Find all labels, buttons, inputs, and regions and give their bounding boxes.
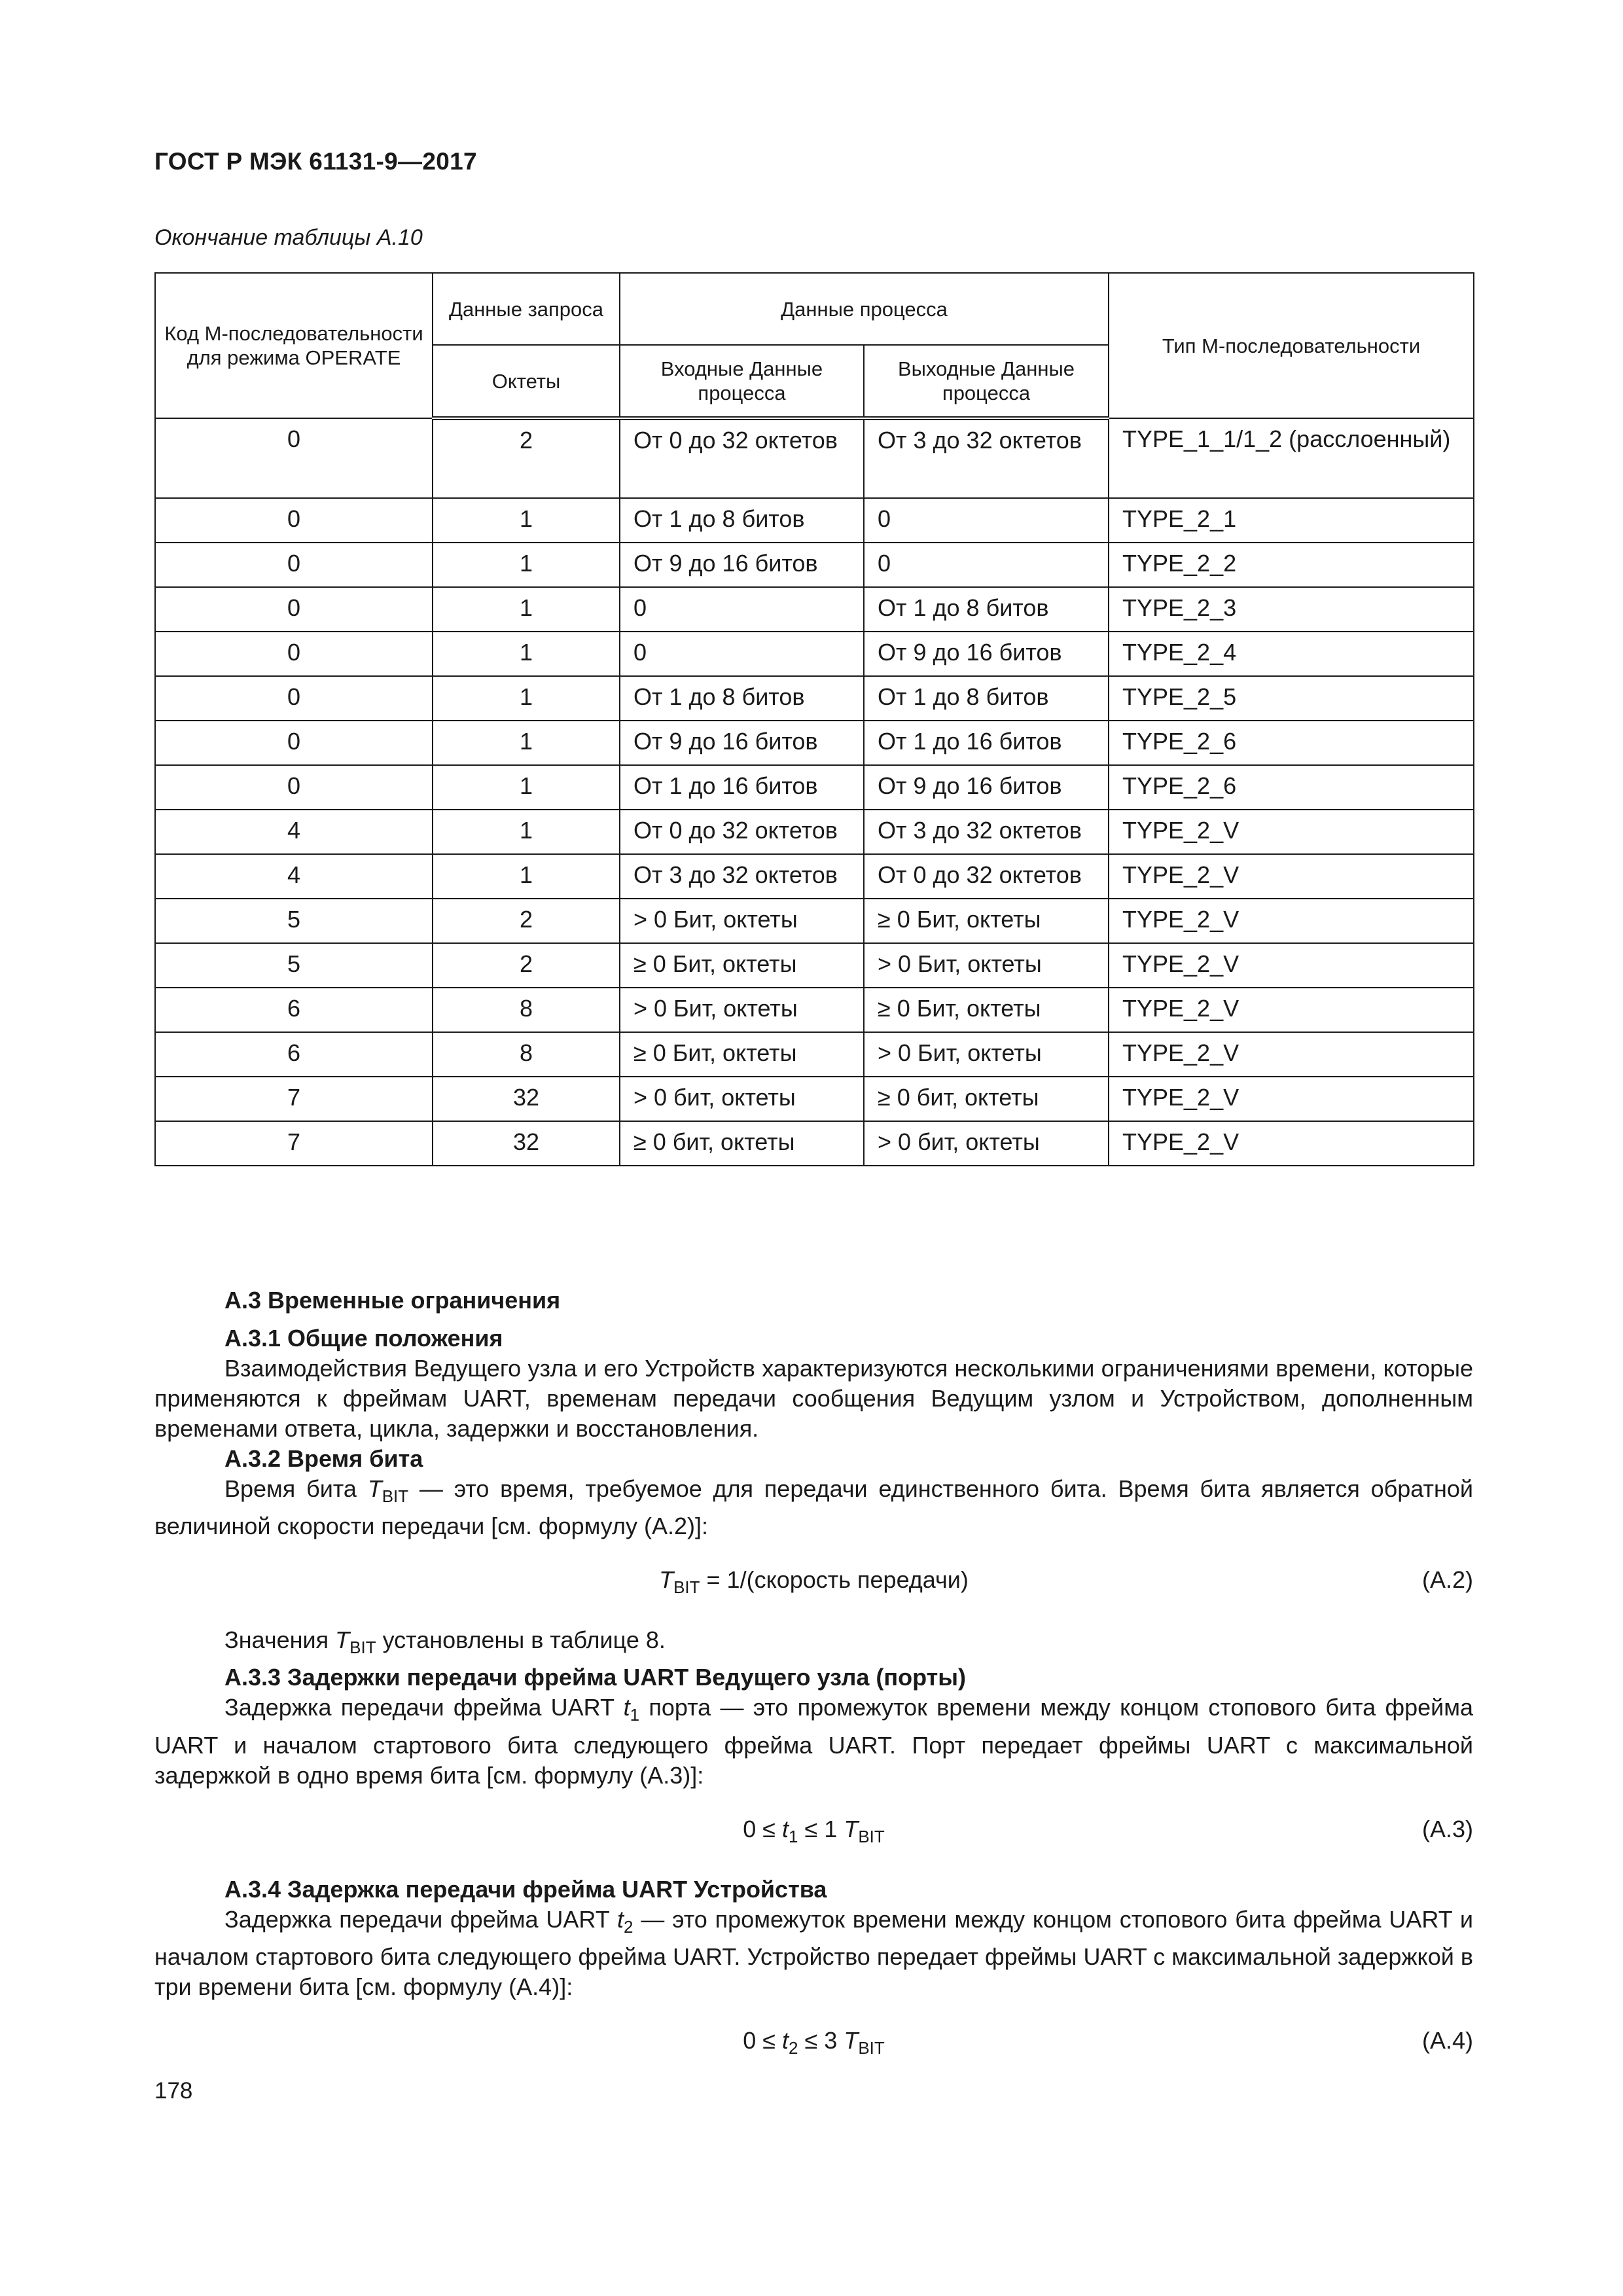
header-output-data: Выходные Данные процесса [864, 345, 1109, 418]
table-caption: Окончание таблицы А.10 [154, 225, 423, 250]
table-row [155, 1077, 1474, 1121]
cell-type: TYPE_2_6 [1109, 721, 1474, 765]
cell-code: 4 [155, 810, 433, 854]
cell-octets: 1 [433, 543, 620, 587]
cell-code: 0 [155, 418, 433, 498]
cell-type: TYPE_2_V [1109, 988, 1474, 1032]
formula-text: ≤ 1 [798, 1815, 844, 1842]
symbol-t-bit: T [659, 1566, 674, 1594]
cell-octets: 32 [433, 1077, 620, 1121]
cell-input: > 0 Бит, октеты [620, 988, 864, 1032]
formula-text: 0 ≤ [743, 1815, 783, 1842]
table-row [155, 988, 1474, 1032]
table-row [155, 1032, 1474, 1077]
subscript-bit: BIT [858, 1826, 885, 1846]
cell-input: > 0 бит, октеты [620, 1077, 864, 1121]
cell-input: ≥ 0 Бит, октеты [620, 1032, 864, 1077]
cell-type: TYPE_2_V [1109, 1077, 1474, 1121]
cell-input: От 0 до 32 октетов [620, 418, 864, 498]
cell-input: ≥ 0 бит, октеты [620, 1121, 864, 1166]
cell-input: От 3 до 32 октетов [620, 854, 864, 899]
cell-octets: 2 [433, 418, 620, 498]
table-row [155, 543, 1474, 587]
subscript-2: 2 [623, 1916, 633, 1937]
cell-output: 0 [864, 498, 1109, 543]
table-row [155, 854, 1474, 899]
cell-octets: 1 [433, 854, 620, 899]
text-segment: установлены в таблице 8. [376, 1626, 666, 1654]
cell-type: TYPE_2_1 [1109, 498, 1474, 543]
cell-output: > 0 бит, октеты [864, 1121, 1109, 1166]
text-segment: Задержка передачи фрейма UART [224, 1905, 617, 1933]
cell-type: TYPE_2_4 [1109, 632, 1474, 676]
table-row [155, 765, 1474, 810]
cell-octets: 1 [433, 810, 620, 854]
table-row [155, 943, 1474, 988]
text-segment: Время бита [224, 1475, 368, 1502]
text-segment: Задержка передачи фрейма UART [224, 1694, 624, 1721]
table-row [155, 721, 1474, 765]
cell-code: 7 [155, 1077, 433, 1121]
cell-output: ≥ 0 бит, октеты [864, 1077, 1109, 1121]
paragraph-a3-3 [154, 1693, 1473, 1790]
symbol-t: t [623, 1694, 630, 1721]
heading-a3-4: А.3.4 Задержка передачи фрейма UART Устройства [224, 1875, 827, 1903]
cell-input: ≥ 0 Бит, октеты [620, 943, 864, 988]
table-row [155, 632, 1474, 676]
formula-a2-body [154, 1565, 1473, 1602]
symbol-t-bit: T [335, 1626, 350, 1654]
cell-type: TYPE_2_V [1109, 1032, 1474, 1077]
symbol-t: t [616, 1905, 624, 1933]
cell-output: > 0 Бит, октеты [864, 943, 1109, 988]
formula-text: 0 ≤ [743, 2026, 783, 2054]
formula-a3 [154, 1814, 1473, 1844]
subscript-bit: BIT [673, 1577, 700, 1598]
formula-a4-body [154, 2026, 1473, 2063]
cell-code: 0 [155, 676, 433, 721]
text-segment: порта — это промежуток времени между концом стопового бита фрейма UART и началом стартового бита следующего фрейма UART. Порт передает фреймы UART с максимальной задержкой в одно время бита [см. формулу (А.3)]: [154, 1694, 1473, 1789]
paragraph-a3-2 [154, 1474, 1473, 1541]
heading-a3-1: А.3.1 Общие положения [224, 1325, 503, 1352]
header-input-data: Входные Данные процесса [620, 345, 864, 418]
header-code: Код М-последовательности для режима OPERATE [155, 273, 433, 418]
formula-a4 [154, 2026, 1473, 2056]
cell-input: От 9 до 16 битов [620, 543, 864, 587]
cell-code: 7 [155, 1121, 433, 1166]
paragraph-a3-1: Взаимодействия Ведущего узла и его Устройств характеризуются несколькими ограничениями времени, которые применяются к фреймам UART, временам передачи сообщения Ведущим узлом и Устройством, дополненным временами ответа, цикла, задержки и восстановления. [154, 1355, 1473, 1442]
cell-code: 0 [155, 632, 433, 676]
cell-octets: 8 [433, 988, 620, 1032]
text-segment: — это время, требуемое для передачи единственного бита. Время бита является обратной величиной скорости передачи [см. формулу (А.2)]: [154, 1475, 1473, 1540]
cell-output: От 1 до 8 битов [864, 676, 1109, 721]
cell-type: TYPE_2_3 [1109, 587, 1474, 632]
cell-octets: 1 [433, 498, 620, 543]
cell-input: 0 [620, 632, 864, 676]
cell-type: TYPE_2_V [1109, 854, 1474, 899]
cell-code: 6 [155, 988, 433, 1032]
section-a3 [154, 1285, 1473, 2086]
cell-octets: 2 [433, 943, 620, 988]
header-octets: Октеты [433, 345, 620, 418]
table-row [155, 418, 1474, 498]
subscript-2: 2 [789, 2037, 798, 2058]
heading-a3-2: А.3.2 Время бита [224, 1445, 423, 1472]
cell-input: От 9 до 16 битов [620, 721, 864, 765]
cell-octets: 1 [433, 676, 620, 721]
cell-input: 0 [620, 587, 864, 632]
cell-type: TYPE_1_1/1_2 (расслоенный) [1109, 418, 1474, 498]
table-row [155, 1121, 1474, 1166]
cell-output: ≥ 0 Бит, октеты [864, 988, 1109, 1032]
subscript-bit: BIT [382, 1486, 409, 1507]
table-row [155, 587, 1474, 632]
text-segment: Значения [224, 1626, 336, 1654]
cell-output: От 1 до 8 битов [864, 587, 1109, 632]
symbol-t: t [782, 2026, 789, 2054]
table-row [155, 676, 1474, 721]
cell-type: TYPE_2_V [1109, 899, 1474, 943]
cell-code: 0 [155, 543, 433, 587]
subscript-bit: BIT [349, 1638, 376, 1658]
formula-text: = 1/(скорость передачи) [700, 1566, 969, 1594]
header-type: Тип М-последовательности [1109, 273, 1474, 418]
cell-octets: 8 [433, 1032, 620, 1077]
cell-code: 5 [155, 899, 433, 943]
cell-type: TYPE_2_V [1109, 943, 1474, 988]
formula-a3-body [154, 1814, 1473, 1852]
table-row [155, 810, 1474, 854]
formula-a2-number: (А.2) [1421, 1566, 1473, 1594]
heading-a3-3: А.3.3 Задержки передачи фрейма UART Ведущего узла (порты) [224, 1664, 966, 1691]
cell-type: TYPE_2_V [1109, 1121, 1474, 1166]
formula-a4-number: (А.4) [1421, 2026, 1473, 2054]
cell-type: TYPE_2_V [1109, 810, 1474, 854]
m-sequence-table [154, 272, 1474, 1166]
cell-output: От 3 до 32 октетов [864, 418, 1109, 498]
symbol-t-bit: T [367, 1475, 382, 1502]
cell-output: От 9 до 16 битов [864, 632, 1109, 676]
cell-input: От 0 до 32 октетов [620, 810, 864, 854]
table-row [155, 899, 1474, 943]
cell-output: От 3 до 32 октетов [864, 810, 1109, 854]
cell-octets: 2 [433, 899, 620, 943]
symbol-t: t [782, 1815, 789, 1842]
cell-output: 0 [864, 543, 1109, 587]
cell-octets: 1 [433, 721, 620, 765]
cell-octets: 1 [433, 765, 620, 810]
cell-output: От 0 до 32 октетов [864, 854, 1109, 899]
cell-code: 5 [155, 943, 433, 988]
cell-output: От 9 до 16 битов [864, 765, 1109, 810]
cell-octets: 1 [433, 632, 620, 676]
cell-input: От 1 до 8 битов [620, 676, 864, 721]
cell-octets: 1 [433, 587, 620, 632]
cell-octets: 32 [433, 1121, 620, 1166]
header-process-data: Данные процесса [620, 273, 1109, 345]
cell-input: От 1 до 16 битов [620, 765, 864, 810]
cell-code: 6 [155, 1032, 433, 1077]
symbol-t-bit: T [844, 2026, 859, 2054]
subscript-1: 1 [789, 1826, 798, 1846]
cell-code: 0 [155, 721, 433, 765]
header-request-data: Данные запроса [433, 273, 620, 345]
cell-type: TYPE_2_6 [1109, 765, 1474, 810]
cell-type: TYPE_2_5 [1109, 676, 1474, 721]
page-number: 178 [154, 2078, 193, 2104]
table-row [155, 498, 1474, 543]
subscript-bit: BIT [858, 2037, 885, 2058]
cell-output: > 0 Бит, октеты [864, 1032, 1109, 1077]
formula-a2 [154, 1565, 1473, 1598]
text-segment: — это промежуток времени между концом стопового бита фрейма UART и началом стартового бита следующего фрейма UART. Устройство передает фреймы UART с максимальной задержкой в три времени бита [см. формулу (А.4)]: [154, 1905, 1473, 2000]
cell-type: TYPE_2_2 [1109, 543, 1474, 587]
subscript-1: 1 [630, 1705, 640, 1725]
document-header: ГОСТ Р МЭК 61131-9—2017 [154, 148, 477, 175]
formula-a3-number: (А.3) [1421, 1815, 1473, 1842]
cell-code: 0 [155, 498, 433, 543]
formula-text: ≤ 3 [798, 2026, 844, 2054]
cell-code: 4 [155, 854, 433, 899]
cell-input: От 1 до 8 битов [620, 498, 864, 543]
cell-output: ≥ 0 Бит, октеты [864, 899, 1109, 943]
cell-code: 0 [155, 765, 433, 810]
heading-a3: А.3 Временные ограничения [224, 1287, 561, 1314]
cell-input: > 0 Бит, октеты [620, 899, 864, 943]
cell-output: От 1 до 16 битов [864, 721, 1109, 765]
paragraph-a3-2-values [154, 1625, 1473, 1662]
cell-code: 0 [155, 587, 433, 632]
paragraph-a3-4 [154, 1905, 1473, 2002]
symbol-t-bit: T [844, 1815, 859, 1842]
